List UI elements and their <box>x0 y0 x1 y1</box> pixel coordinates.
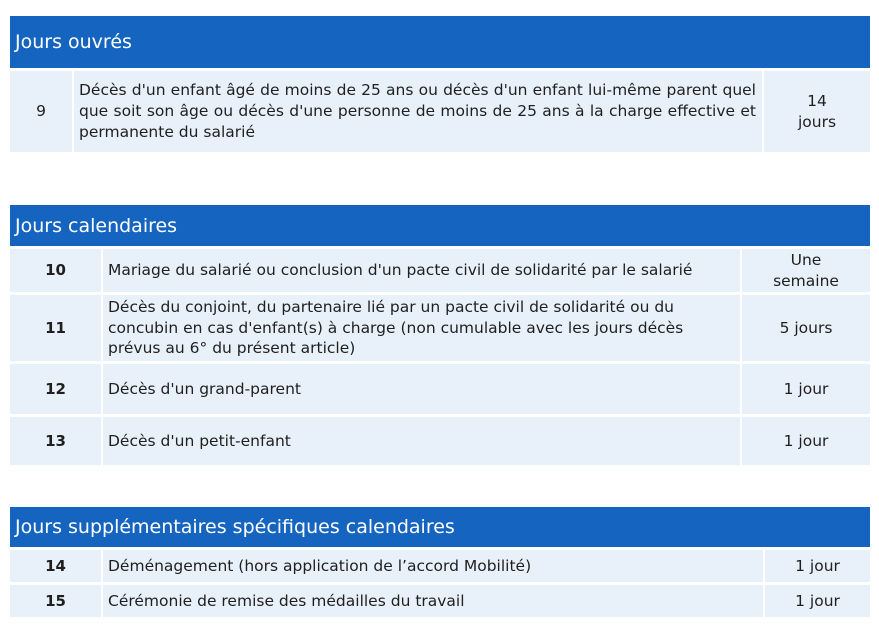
section-jours-ouvres <box>10 16 870 152</box>
row-number: 11 <box>45 318 66 337</box>
row-description: Mariage du salarié ou conclusion d'un pacte civil de solidarité par le salarié <box>101 249 740 292</box>
table-row <box>10 71 870 152</box>
section-header <box>10 16 870 68</box>
row-number: 13 <box>45 431 66 450</box>
table-row <box>10 249 870 292</box>
section-header <box>10 507 870 547</box>
row-number: 9 <box>36 102 46 121</box>
table-row <box>10 295 870 361</box>
section-jours-calendaires <box>10 205 870 465</box>
row-number: 15 <box>45 591 66 610</box>
row-duration: Une semaine <box>740 249 870 292</box>
section-jours-supplementaires <box>10 507 870 617</box>
row-description: Décès d'un enfant âgé de moins de 25 ans ou décès d'un enfant lui-même parent quel que soit son âge ou décès d'une personne de moins de 25 ans à la charge effective et permanente du salarié <box>72 71 762 152</box>
table-row <box>10 550 870 582</box>
row-description: Décès d'un petit-enfant <box>101 417 740 465</box>
section-title: Jours ouvrés <box>15 31 132 53</box>
row-duration: 14 jours <box>762 71 870 152</box>
row-number: 14 <box>45 556 66 575</box>
row-number: 12 <box>45 379 66 398</box>
row-duration: 1 jour <box>763 550 870 582</box>
section-title: Jours calendaires <box>15 214 178 237</box>
row-description: Déménagement (hors application de l’accord Mobilité) <box>101 550 763 582</box>
row-number: 10 <box>45 261 66 280</box>
row-description: Décès d'un grand-parent <box>101 364 740 414</box>
table-row <box>10 364 870 414</box>
row-duration: 1 jour <box>740 364 870 414</box>
row-duration: 1 jour <box>740 417 870 465</box>
row-description: Décès du conjoint, du partenaire lié par un pacte civil de solidarité ou du concubin en cas d'enfant(s) à charge (non cumulable avec les jours décès prévus au 6° du présent article) <box>101 295 740 361</box>
row-description: Cérémonie de remise des médailles du travail <box>101 585 763 617</box>
section-title: Jours supplémentaires spécifiques calendaires <box>15 516 455 538</box>
table-row <box>10 417 870 465</box>
section-header <box>10 205 870 246</box>
row-duration: 5 jours <box>740 295 870 361</box>
row-duration: 1 jour <box>763 585 870 617</box>
table-row <box>10 585 870 617</box>
